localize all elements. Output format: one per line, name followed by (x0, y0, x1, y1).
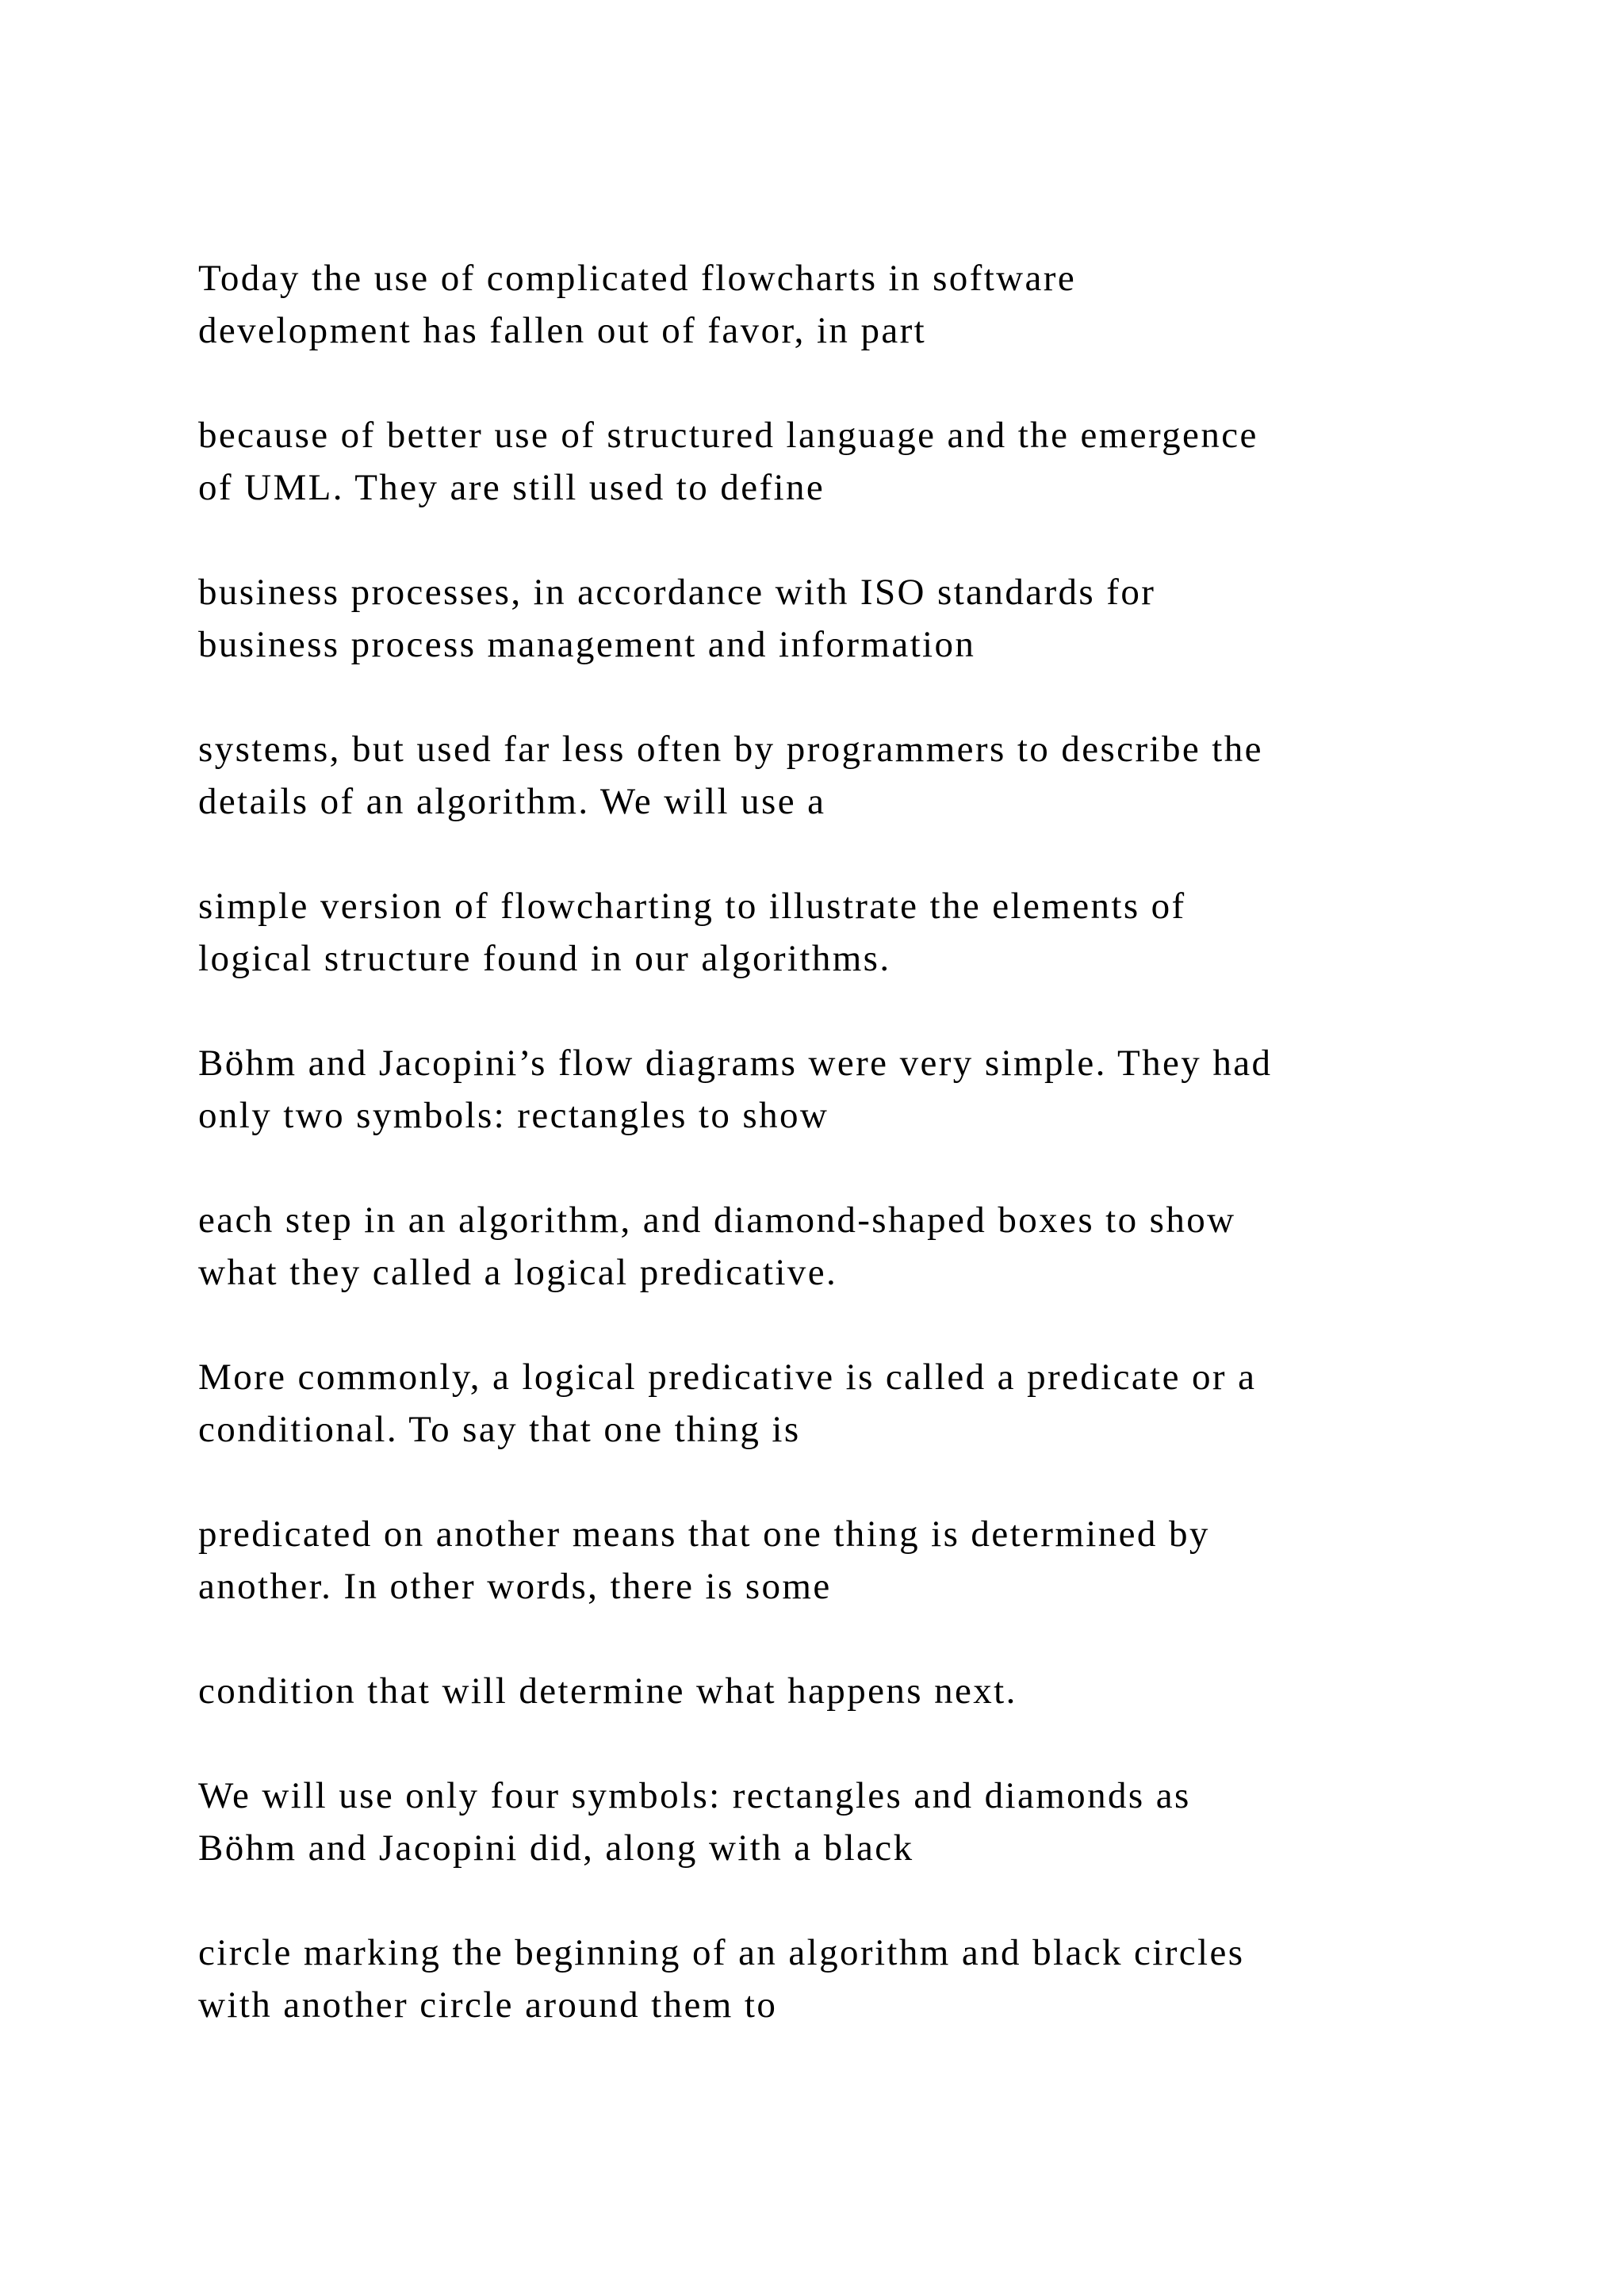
text-line: More commonly, a logical predicative is called a predicate or a (198, 1357, 1257, 1398)
paragraph (198, 1194, 1435, 1299)
text-line: simple version of flowcharting to illustrate the elements of (198, 886, 1186, 927)
text-line: because of better use of structured language and the emergence (198, 415, 1258, 456)
text-line: what they called a logical predicative. (198, 1252, 838, 1293)
paragraph (198, 1351, 1435, 1456)
paragraph (198, 723, 1435, 828)
paragraph (198, 252, 1435, 357)
paragraph (198, 409, 1435, 514)
paragraph (198, 1770, 1435, 1874)
text-line: Böhm and Jacopini did, along with a black (198, 1827, 914, 1869)
text-line: logical structure found in our algorithms. (198, 938, 891, 979)
paragraph (198, 1037, 1435, 1142)
text-line: business process management and information (198, 624, 976, 665)
paragraph (198, 1508, 1435, 1613)
text-line: with another circle around them to (198, 1984, 778, 2026)
paragraph (198, 880, 1435, 985)
text-line: details of an algorithm. We will use a (198, 781, 826, 822)
paragraph (198, 1927, 1435, 2031)
text-line: development has fallen out of favor, in part (198, 310, 927, 351)
paragraph (198, 566, 1435, 671)
text-line: another. In other words, there is some (198, 1566, 832, 1607)
text-line: each step in an algorithm, and diamond-shaped boxes to show (198, 1200, 1236, 1241)
text-line: only two symbols: rectangles to show (198, 1095, 829, 1136)
text-line: condition that will determine what happens next. (198, 1670, 1017, 1712)
text-line: Böhm and Jacopini’s flow diagrams were very simple. They had (198, 1043, 1273, 1084)
document-body (198, 252, 1435, 2084)
text-line: Today the use of complicated flowcharts in software (198, 258, 1077, 299)
text-line: conditional. To say that one thing is (198, 1409, 801, 1450)
paragraph (198, 1665, 1435, 1717)
text-line: We will use only four symbols: rectangles and diamonds as (198, 1775, 1191, 1816)
text-line: business processes, in accordance with ISO standards for (198, 572, 1156, 613)
text-line: predicated on another means that one thing is determined by (198, 1513, 1210, 1555)
text-line: of UML. They are still used to define (198, 467, 825, 508)
text-line: systems, but used far less often by programmers to describe the (198, 729, 1263, 770)
text-line: circle marking the beginning of an algorithm and black circles (198, 1932, 1245, 1973)
